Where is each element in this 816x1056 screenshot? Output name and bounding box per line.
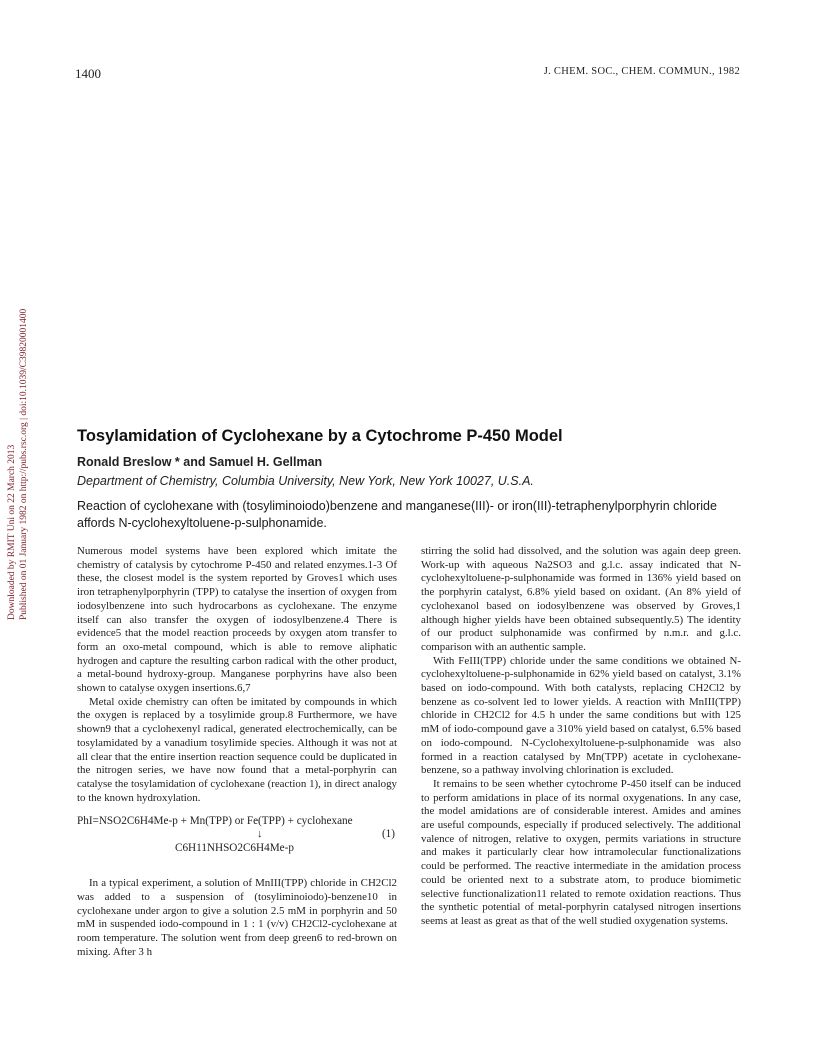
- paragraph: In a typical experiment, a solution of MnIII(TPP) chloride in CH2Cl2 was added to a suspension of (tosyliminoiodo)-benzene10 in cyclohexane under argon to give a solution 2.5 mM in porphyrin and 50 mM in suspended iodo-compound in 1 : 1 (v/v) CH2Cl2-cyclohexane at room temperature. The solution went from deep green6 to red-brown on mixing. After 3 h: [77, 877, 397, 958]
- right-column: [421, 545, 741, 929]
- left-column: [77, 545, 397, 960]
- page-number: 1400: [75, 66, 101, 81]
- down-arrow-icon: ↓: [257, 828, 263, 841]
- equation-number: (1): [381, 828, 395, 841]
- paragraph: With FeIII(TPP) chloride under the same conditions we obtained N-cyclohexyltoluene-p-sulphonamide in 62% yield based on catalyst, 3.1% based on iodo-compound. With both catalysts, replacing CH2Cl2 by benzene as co-solvent led to lower yields. A reaction with MnIII(TPP) chloride in CH2Cl2 for 4.5 h under the same conditions but with 125 mM of iodo-compound gave a 310% yield based on catalyst, 6.5% based on iodo-compound. N-Cyclohexyltoluene-p-sulphonamide was also formed in a reaction catalysed by Mn(TPP) acetate in cyclohexane-benzene, so a pathway involving chlorination is excluded.: [421, 654, 741, 777]
- download-line[interactable]: Downloaded by RMIT Uni on 22 March 2013: [7, 444, 17, 620]
- paragraph: stirring the solid had dissolved, and the solution was again deep green. Work-up with aqueous Na2SO3 and g.l.c. assay indicated that N-cyclohexyltoluene-p-sulphonamide was formed in 136% yield based on the porphyrin catalyst, 6.8% yield based on oxidant. (An 8% yield of cyclohexanol based on iodosylbenzene was observed by Groves,1 although higher yields have been obtained subsequently.5) The identity of our product sulphonamide was confirmed by n.m.r. and g.l.c. comparison with an authentic sample.: [421, 545, 741, 653]
- equation-product: C6H11NHSO2C6H4Me-p: [175, 842, 294, 855]
- article-title: Tosylamidation of Cyclohexane by a Cytochrome P-450 Model: [77, 427, 563, 445]
- equation-reactants: PhI=NSO2C6H4Me-p + Mn(TPP) or Fe(TPP) + cyclohexane: [77, 815, 353, 828]
- reaction-equation: [77, 815, 397, 867]
- article-authors: Ronald Breslow * and Samuel H. Gellman: [77, 455, 323, 469]
- publication-line[interactable]: Published on 01 January 1982 on http://pubs.rsc.org | doi:10.1039/C39820001400: [19, 308, 29, 620]
- running-head: J. CHEM. SOC., CHEM. COMMUN., 1982: [543, 66, 740, 77]
- article-affiliation: Department of Chemistry, Columbia University, New York, New York 10027, U.S.A.: [77, 474, 534, 488]
- article-abstract: Reaction of cyclohexane with (tosyliminoiodo)benzene and manganese(III)- or iron(III)-tetraphenylporphyrin chloride affords N-cyclohexyltoluene-p-sulphonamide.: [77, 499, 717, 530]
- paragraph: Metal oxide chemistry can often be imitated by compounds in which the oxygen is replaced by a tosylimide group.8 Furthermore, we have shown9 that a cyclohexenyl radical, generated electrochemically, can be tosylamidated by a vanadium tosylimide species. Although it was not at all clear that the entire insertion reaction sequence could be duplicated in the nitrogen series, we have now found that a metal-porphyrin can catalyse the tosylamidation of cyclohexane (reaction 1), in direct analogy to the known hydroxylation.: [77, 695, 397, 804]
- paragraph: It remains to be seen whether cytochrome P-450 itself can be induced to perform amidations in place of its normal oxygenations. In any case, the model amidations are of considerable interest. Amides and amines are useful compounds, especially if produced selectively. The additional valence of nitrogen, relative to oxygen, permits variations in structure and makes it particularly clear how intramolecular functionalizations could be performed. The reactive intermediate in the amidation process could be oriented next to a substrate atom, to produce biomimetic selective functionalization11 related to remote oxidation reactions. Thus the synthetic potential of metal-porphyrin catalysed nitrogen insertions seems at least as great as that of the well studied oxygenation systems.: [421, 777, 741, 927]
- paragraph: Numerous model systems have been explored which imitate the chemistry of catalysis by cytochrome P-450 and related enzymes.1-3 Of these, the closest model is the system reported by Groves1 which uses iron tetraphenylporphyrin (TPP) to catalyse the insertion of oxygen from iodosylbenzene into such hydrocarbons as cyclohexane. The enzyme itself can also transfer the oxygen of iodosylbenzene.4 There is evidence5 that the model reaction proceeds by oxygen atom transfer to form an oxo-metal compound, which is able to remove aliphatic hydrogen and capture the resulting carbon radical with the other product, a metal-bound hydroxy-group. Manganese porphyrins have also been shown to catalyse oxygen insertions.6,7: [77, 545, 397, 695]
